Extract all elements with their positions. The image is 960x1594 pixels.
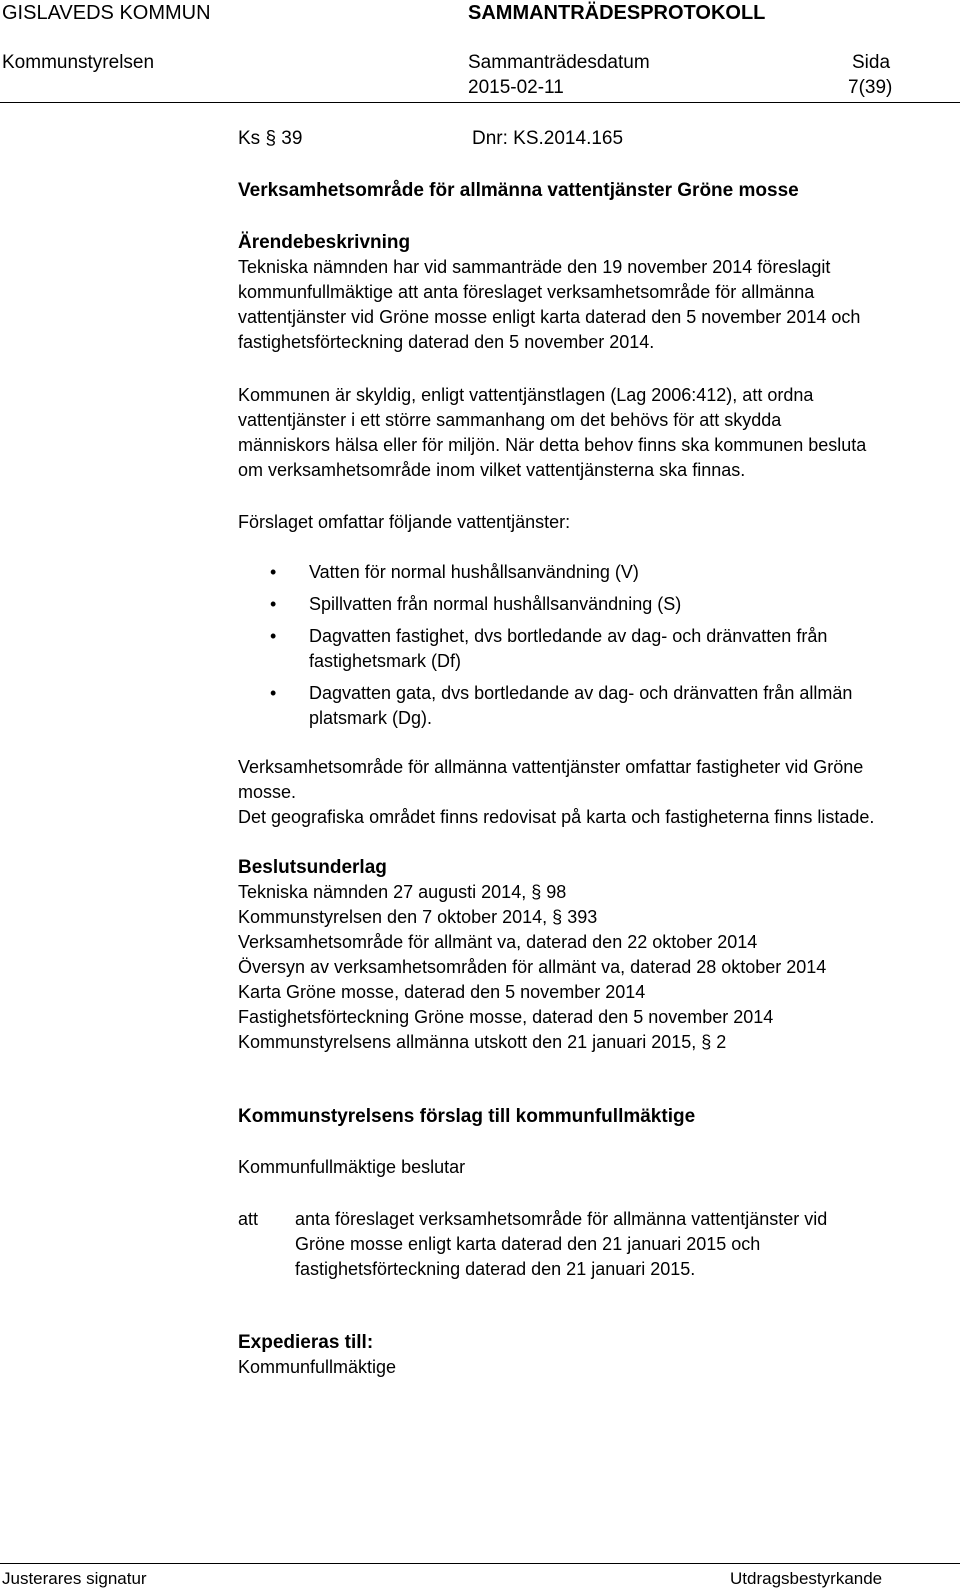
list-item: Tekniska nämnden 27 augusti 2014, § 98 xyxy=(238,882,567,902)
list-item-text: • Dagvatten gata, dvs bortledande av dag- och dränvatten från allmän xyxy=(309,683,853,703)
paragraph-line: fastighetsförteckning daterad den 21 januari 2015. xyxy=(295,1259,696,1279)
list-item xyxy=(238,681,938,731)
meeting-date: 2015-02-11 xyxy=(468,77,564,98)
list-item xyxy=(238,560,938,585)
legal-obligation-paragraph xyxy=(238,383,938,483)
case-description-line: vattentjänster vid Gröne mosse enligt karta daterad den 5 november 2014 och xyxy=(238,307,861,327)
header-rule xyxy=(0,102,960,103)
page-label: Sida xyxy=(852,52,891,73)
case-description-line: Tekniska nämnden har vid sammanträde den 19 november 2014 föreslagit xyxy=(238,257,831,277)
list-item: Översyn av verksamhetsområden för allmänt va, daterad 28 oktober 2014 xyxy=(238,957,827,977)
list-item xyxy=(238,592,938,617)
paragraph-line: om verksamhetsområde inom vilket vattentjänsterna ska finnas. xyxy=(238,460,746,480)
paragraph-line: Det geografiska området finns redovisat på karta och fastigheterna finns listade. xyxy=(238,807,875,827)
paragraph-number: Ks § 39 xyxy=(238,128,303,149)
list-item-text: • Vatten för normal hushållsanvändning (V) xyxy=(309,562,639,582)
distribution-recipient: Kommunfullmäktige xyxy=(238,1357,397,1377)
list-item-text: • Dagvatten fastighet, dvs bortledande av dag- och dränvatten från xyxy=(309,626,828,646)
decision-basis xyxy=(238,855,938,1055)
municipality-name: GISLAVEDS KOMMUN xyxy=(2,2,211,24)
paragraph-line: Kommunen är skyldig, enligt vattentjänstlagen (Lag 2006:412), att ordna xyxy=(238,385,814,405)
case-description-line: kommunfullmäktige att anta föreslaget verksamhetsområde för allmänna xyxy=(238,282,815,302)
diary-number: Dnr: KS.2014.165 xyxy=(472,128,624,149)
document-type: SAMMANTRÄDESPROTOKOLL xyxy=(468,2,766,24)
paragraph-line: Gröne mosse enligt karta daterad den 21 januari 2015 och xyxy=(295,1234,761,1254)
list-item-text: • Spillvatten från normal hushållsanvändning (S) xyxy=(309,594,682,614)
date-label: Sammanträdesdatum xyxy=(468,52,650,73)
paragraph-line: anta föreslaget verksamhetsområde för allmänna vattentjänster vid xyxy=(295,1209,828,1229)
paragraph-line: vattentjänster i ett större sammanhang om det behövs för att skydda xyxy=(238,410,782,430)
services-intro xyxy=(238,510,938,535)
paragraph-line: människors hälsa eller för miljön. När detta behov finns ska kommunen besluta xyxy=(238,435,867,455)
adjuster-signature-label: Justerares signatur xyxy=(2,1569,147,1588)
list-item: Verksamhetsområde för allmänt va, daterad den 22 oktober 2014 xyxy=(238,932,758,952)
case-description-heading: Ärendebeskrivning xyxy=(238,232,411,253)
proposal-intro: Kommunfullmäktige beslutar xyxy=(238,1157,466,1177)
list-item-text: platsmark (Dg). xyxy=(309,708,433,728)
services-list xyxy=(238,560,938,738)
services-intro-text: Förslaget omfattar följande vattentjänster: xyxy=(238,512,571,532)
list-item: Kommunstyrelsens allmänna utskott den 21 januari 2015, § 2 xyxy=(238,1032,727,1052)
list-item xyxy=(238,624,938,674)
page-number: 7(39) xyxy=(848,77,893,98)
body-label: Kommunstyrelsen xyxy=(2,52,155,73)
scope-paragraph xyxy=(238,755,938,830)
att-label: att xyxy=(238,1209,259,1229)
paragraph-line: mosse. xyxy=(238,782,297,802)
list-item-text: fastighetsmark (Df) xyxy=(309,651,462,671)
case-title: Verksamhetsområde för allmänna vattentjänster Gröne mosse xyxy=(238,180,799,201)
list-item: Fastighetsförteckning Gröne mosse, daterad den 5 november 2014 xyxy=(238,1007,774,1027)
decision-basis-heading: Beslutsunderlag xyxy=(238,857,387,878)
proposal-heading: Kommunstyrelsens förslag till kommunfullmäktige xyxy=(238,1106,696,1127)
distribution-heading: Expedieras till: xyxy=(238,1332,374,1353)
list-item: Kommunstyrelsen den 7 oktober 2014, § 393 xyxy=(238,907,598,927)
list-item: Karta Gröne mosse, daterad den 5 november 2014 xyxy=(238,982,646,1002)
case-description xyxy=(238,230,938,355)
extract-certification-label: Utdragsbestyrkande xyxy=(730,1569,883,1588)
paragraph-line: Verksamhetsområde för allmänna vattentjänster omfattar fastigheter vid Gröne xyxy=(238,757,864,777)
case-description-line: fastighetsförteckning daterad den 5 november 2014. xyxy=(238,332,655,352)
decision-clause xyxy=(238,1207,938,1282)
decision-text xyxy=(295,1207,938,1282)
footer-rule xyxy=(0,1563,960,1564)
